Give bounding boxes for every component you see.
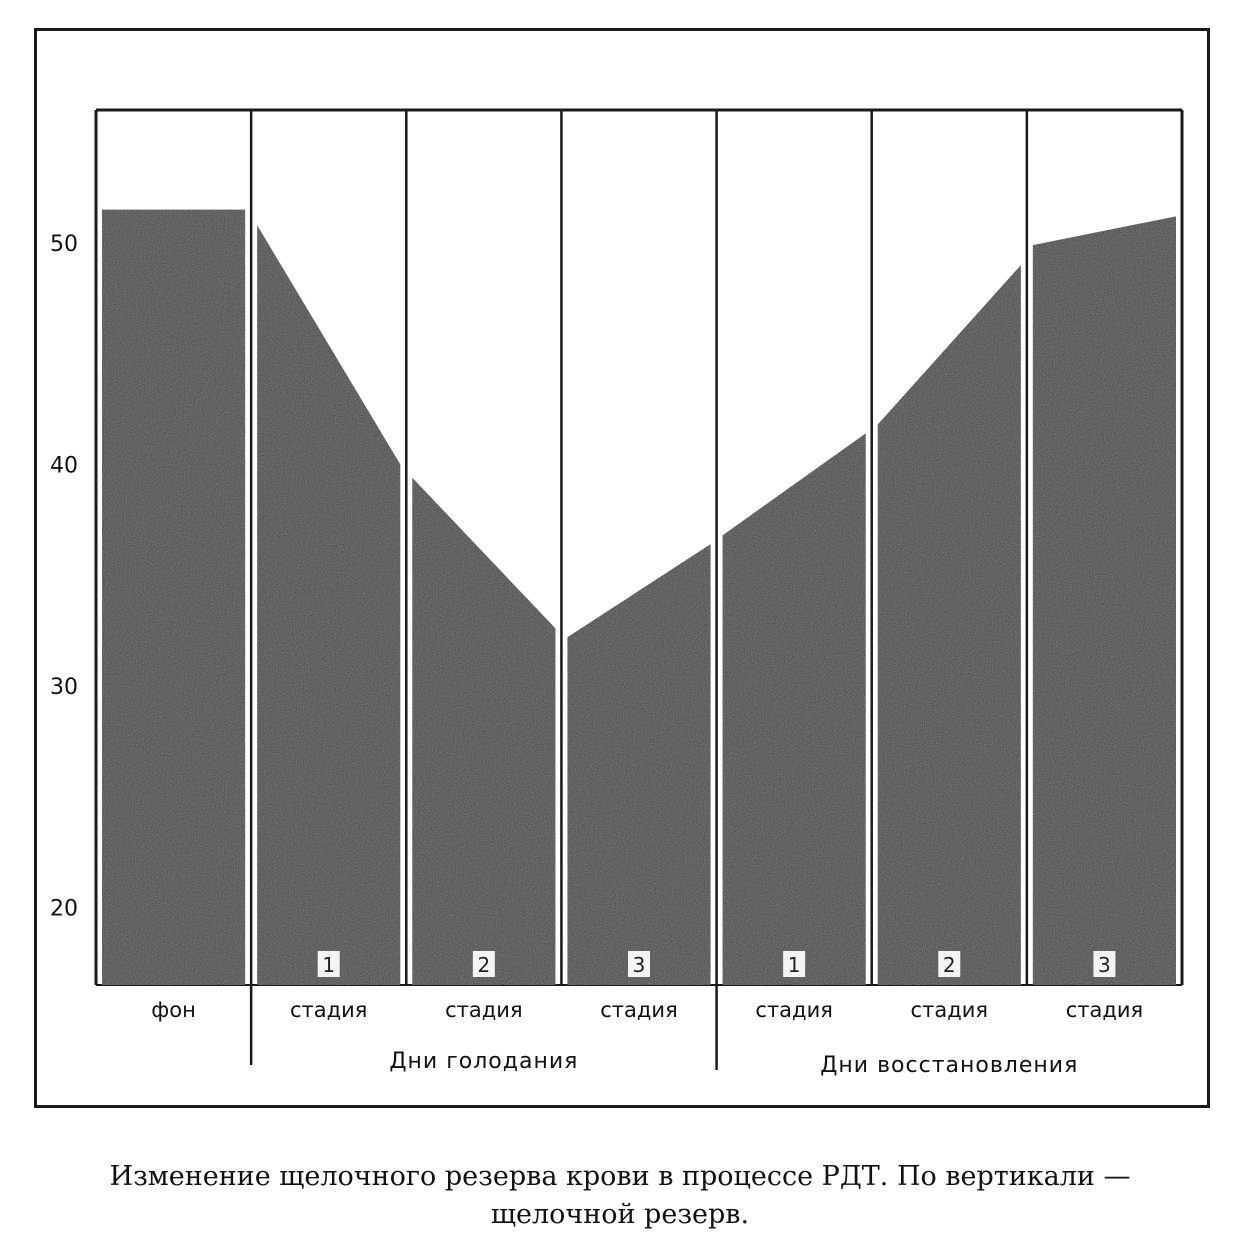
area-segments	[102, 210, 1176, 985]
stage-label-5: стадия	[755, 998, 833, 1022]
stage-number-3: 2	[477, 953, 491, 977]
area-segment-6	[878, 265, 1021, 985]
caption-line-1: Изменение щелочного резерва крови в процессе РДТ. По вертикали —	[109, 1161, 1131, 1192]
y-axis-ticks	[50, 232, 78, 922]
stage-label-7: стадия	[1065, 998, 1144, 1022]
area-segment-3	[412, 478, 555, 985]
group-label-recovery: Дни восстановления	[820, 1053, 1079, 1078]
stage-label-1: фон	[151, 998, 196, 1022]
group-label-starvation: Дни голодания	[389, 1049, 579, 1074]
y-tick-30: 30	[50, 674, 78, 700]
stage-number-6: 2	[942, 953, 956, 977]
stage-label-6: стадия	[910, 998, 989, 1022]
y-tick-40: 40	[50, 453, 78, 479]
figure-caption	[20, 1158, 1220, 1234]
area-segment-4	[567, 544, 710, 985]
stage-number-4: 3	[632, 953, 646, 977]
stage-number-2: 1	[322, 953, 336, 977]
area-segment-5	[723, 433, 866, 985]
stage-number-7: 3	[1098, 953, 1111, 977]
stage-label-2: стадия	[289, 998, 368, 1022]
group-labels	[389, 1049, 1078, 1078]
stage-labels	[151, 998, 1143, 1022]
area-segment-2	[257, 225, 400, 985]
area-segment-7	[1033, 216, 1176, 985]
area-segment-1	[102, 210, 245, 985]
y-tick-50: 50	[50, 231, 78, 257]
stage-number-5: 1	[787, 953, 801, 977]
stage-label-4: стадия	[600, 998, 678, 1022]
caption-line-2: щелочной резерв.	[490, 1199, 750, 1230]
stage-label-3: стадия	[445, 998, 523, 1022]
y-tick-20: 20	[50, 896, 78, 922]
